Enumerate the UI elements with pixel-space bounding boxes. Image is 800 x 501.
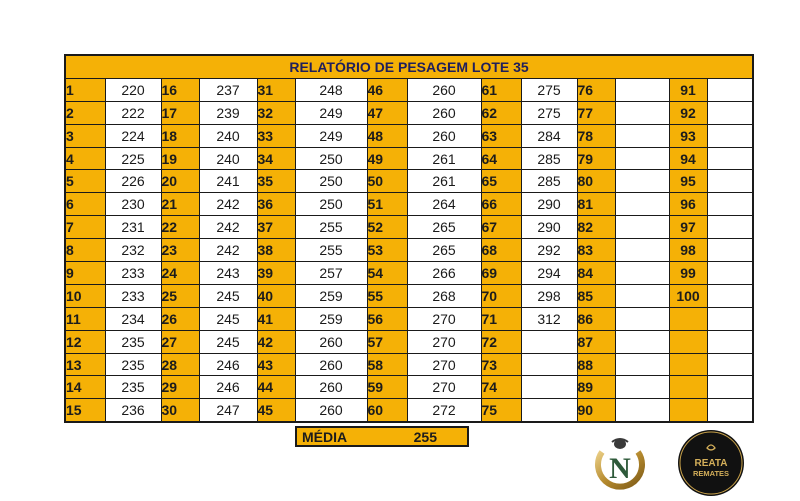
lot-number-cell: 47 [367,101,407,124]
lot-number-cell: 51 [367,193,407,216]
weight-cell: 224 [105,124,161,147]
weight-cell: 243 [199,262,257,285]
lot-number-cell: 59 [367,376,407,399]
lot-number-cell: 1 [65,78,105,101]
lot-number-cell: 88 [577,353,615,376]
weight-cell: 225 [105,147,161,170]
lot-number-cell [669,353,707,376]
weight-cell: 242 [199,193,257,216]
lot-number-cell: 41 [257,307,295,330]
lot-number-cell: 79 [577,147,615,170]
logo-line2: REMATES [692,469,730,478]
weight-cell: 222 [105,101,161,124]
lot-number-cell: 34 [257,147,295,170]
table-row [65,124,753,147]
lot-number-cell: 56 [367,307,407,330]
table-row [65,170,753,193]
lot-number-cell: 74 [481,376,521,399]
lot-number-cell: 73 [481,353,521,376]
weight-cell: 233 [105,262,161,285]
lot-number-cell: 50 [367,170,407,193]
lot-number-cell: 48 [367,124,407,147]
weight-cell [521,399,577,422]
lot-number-cell: 75 [481,399,521,422]
weight-cell [615,170,669,193]
logo-letter: N [609,452,631,485]
lot-number-cell: 42 [257,330,295,353]
lot-number-cell: 23 [161,239,199,262]
lot-number-cell: 32 [257,101,295,124]
weight-cell: 264 [407,193,481,216]
lot-number-cell: 16 [161,78,199,101]
weight-cell: 245 [199,307,257,330]
lot-number-cell: 2 [65,101,105,124]
weight-cell: 237 [199,78,257,101]
weight-cell: 260 [407,124,481,147]
weight-cell: 270 [407,307,481,330]
lot-number-cell: 70 [481,284,521,307]
average-label: MÉDIA [302,428,348,445]
weight-cell: 246 [199,353,257,376]
lot-number-cell: 10 [65,284,105,307]
lot-number-cell: 8 [65,239,105,262]
weight-cell: 260 [295,330,367,353]
lot-number-cell: 68 [481,239,521,262]
weight-cell [615,216,669,239]
weight-cell [521,330,577,353]
weight-cell: 259 [295,307,367,330]
lot-number-cell: 83 [577,239,615,262]
table-row [65,239,753,262]
lot-number-cell: 17 [161,101,199,124]
weight-cell: 246 [199,376,257,399]
lot-number-cell: 72 [481,330,521,353]
weight-cell: 249 [295,124,367,147]
report-title: RELATÓRIO DE PESAGEM LOTE 35 [65,55,753,78]
weight-cell: 261 [407,147,481,170]
lot-number-cell: 53 [367,239,407,262]
lot-number-cell: 52 [367,216,407,239]
lot-number-cell: 55 [367,284,407,307]
lot-number-cell: 24 [161,262,199,285]
weight-cell: 235 [105,376,161,399]
logo-line1: REATA [694,458,728,469]
weight-cell: 268 [407,284,481,307]
weight-cell: 298 [521,284,577,307]
lot-number-cell: 58 [367,353,407,376]
weight-cell: 250 [295,147,367,170]
lot-number-cell: 61 [481,78,521,101]
table-row [65,353,753,376]
average-value: 255 [413,428,437,445]
weight-cell: 241 [199,170,257,193]
lot-number-cell: 38 [257,239,295,262]
lot-number-cell: 63 [481,124,521,147]
weight-cell: 285 [521,147,577,170]
weight-cell: 235 [105,353,161,376]
weight-cell: 255 [295,239,367,262]
lot-number-cell: 33 [257,124,295,147]
weight-cell: 249 [295,101,367,124]
weight-cell: 290 [521,216,577,239]
lot-number-cell: 36 [257,193,295,216]
weight-cell: 260 [407,101,481,124]
lot-number-cell: 54 [367,262,407,285]
lot-number-cell: 82 [577,216,615,239]
weight-cell: 257 [295,262,367,285]
weight-cell: 275 [521,78,577,101]
lot-number-cell: 90 [577,399,615,422]
weight-cell: 260 [295,376,367,399]
weight-cell: 236 [105,399,161,422]
weight-cell: 290 [521,193,577,216]
lot-number-cell: 89 [577,376,615,399]
weight-cell [615,284,669,307]
lot-number-cell: 3 [65,124,105,147]
weight-cell [521,353,577,376]
lot-number-cell: 64 [481,147,521,170]
weight-cell: 220 [105,78,161,101]
table-row [65,376,753,399]
lot-number-cell: 12 [65,330,105,353]
lot-number-cell: 65 [481,170,521,193]
lot-number-cell [669,399,707,422]
lot-number-cell: 15 [65,399,105,422]
lot-number-cell: 94 [669,147,707,170]
weight-cell [707,124,753,147]
weight-cell [707,376,753,399]
weight-cell: 292 [521,239,577,262]
weight-cell: 312 [521,307,577,330]
table-body [65,78,753,422]
weight-cell: 234 [105,307,161,330]
lot-number-cell: 43 [257,353,295,376]
weight-cell [707,193,753,216]
lot-number-cell: 62 [481,101,521,124]
reata-remates-logo [676,428,746,498]
lot-number-cell: 26 [161,307,199,330]
weight-cell [615,307,669,330]
table-row [65,330,753,353]
weight-cell: 233 [105,284,161,307]
weight-cell: 260 [295,399,367,422]
weight-cell: 265 [407,216,481,239]
lot-number-cell: 77 [577,101,615,124]
lot-number-cell: 30 [161,399,199,422]
weight-cell [615,262,669,285]
weight-cell: 231 [105,216,161,239]
lot-number-cell: 45 [257,399,295,422]
weight-cell: 260 [295,353,367,376]
weight-cell: 259 [295,284,367,307]
lot-number-cell: 14 [65,376,105,399]
table-row [65,147,753,170]
lot-number-cell: 98 [669,239,707,262]
lot-number-cell [669,376,707,399]
weight-cell [615,101,669,124]
lot-number-cell: 4 [65,147,105,170]
weight-cell [707,170,753,193]
weight-cell: 265 [407,239,481,262]
lot-number-cell: 60 [367,399,407,422]
weight-cell [707,262,753,285]
weight-cell [615,376,669,399]
weight-cell [707,101,753,124]
lot-number-cell: 80 [577,170,615,193]
weight-cell: 284 [521,124,577,147]
lot-number-cell: 57 [367,330,407,353]
lot-number-cell: 5 [65,170,105,193]
weight-cell [707,147,753,170]
weighing-report [64,54,752,423]
average-box [295,426,469,447]
lot-number-cell: 39 [257,262,295,285]
weight-cell: 261 [407,170,481,193]
lot-number-cell: 100 [669,284,707,307]
lot-number-cell: 69 [481,262,521,285]
lot-number-cell: 95 [669,170,707,193]
weight-cell [707,284,753,307]
lot-number-cell: 96 [669,193,707,216]
weight-cell: 247 [199,399,257,422]
weight-cell [615,78,669,101]
weight-cell [615,147,669,170]
weight-cell: 294 [521,262,577,285]
lot-number-cell: 37 [257,216,295,239]
weight-cell: 250 [295,193,367,216]
n-brand-logo [590,432,650,492]
weight-cell [615,353,669,376]
weight-cell [707,78,753,101]
lot-number-cell: 81 [577,193,615,216]
weight-cell: 270 [407,376,481,399]
table-row [65,193,753,216]
table-row [65,262,753,285]
lot-number-cell: 87 [577,330,615,353]
weight-cell [707,239,753,262]
lot-number-cell: 91 [669,78,707,101]
table-row [65,216,753,239]
lot-number-cell: 49 [367,147,407,170]
lot-number-cell: 40 [257,284,295,307]
weight-cell [615,330,669,353]
weight-cell: 230 [105,193,161,216]
table-row [65,284,753,307]
weight-cell: 260 [407,78,481,101]
lot-number-cell: 6 [65,193,105,216]
weight-cell [707,399,753,422]
lot-number-cell: 76 [577,78,615,101]
weight-cell: 226 [105,170,161,193]
weight-cell: 255 [295,216,367,239]
lot-number-cell: 21 [161,193,199,216]
lot-number-cell: 78 [577,124,615,147]
lot-number-cell: 67 [481,216,521,239]
lot-number-cell: 28 [161,353,199,376]
weight-cell: 248 [295,78,367,101]
lot-number-cell: 13 [65,353,105,376]
weight-cell [707,353,753,376]
weight-cell: 235 [105,330,161,353]
lot-number-cell: 31 [257,78,295,101]
lot-number-cell: 44 [257,376,295,399]
weight-cell: 266 [407,262,481,285]
weight-cell: 275 [521,101,577,124]
lot-number-cell: 20 [161,170,199,193]
lot-number-cell: 35 [257,170,295,193]
weight-cell: 240 [199,124,257,147]
lot-number-cell: 97 [669,216,707,239]
weight-cell: 250 [295,170,367,193]
table-row [65,307,753,330]
lot-number-cell: 7 [65,216,105,239]
weight-cell [615,124,669,147]
lot-number-cell [669,307,707,330]
weight-cell: 272 [407,399,481,422]
weight-cell: 239 [199,101,257,124]
lot-number-cell: 66 [481,193,521,216]
weight-cell [521,376,577,399]
table-row [65,78,753,101]
lot-number-cell: 99 [669,262,707,285]
table-row [65,101,753,124]
lot-number-cell: 22 [161,216,199,239]
lot-number-cell: 93 [669,124,707,147]
lot-number-cell: 85 [577,284,615,307]
weight-cell [707,330,753,353]
table-row [65,399,753,422]
weight-cell [615,399,669,422]
weight-cell: 285 [521,170,577,193]
lot-number-cell [669,330,707,353]
lot-number-cell: 19 [161,147,199,170]
lot-number-cell: 18 [161,124,199,147]
weight-cell: 242 [199,216,257,239]
weighing-table [64,54,754,423]
weight-cell [707,216,753,239]
weight-cell [615,193,669,216]
lot-number-cell: 86 [577,307,615,330]
weight-cell: 270 [407,330,481,353]
lot-number-cell: 29 [161,376,199,399]
lot-number-cell: 27 [161,330,199,353]
weight-cell [615,239,669,262]
weight-cell: 270 [407,353,481,376]
lot-number-cell: 71 [481,307,521,330]
lot-number-cell: 46 [367,78,407,101]
lot-number-cell: 9 [65,262,105,285]
weight-cell: 232 [105,239,161,262]
weight-cell: 245 [199,330,257,353]
lot-number-cell: 11 [65,307,105,330]
lot-number-cell: 84 [577,262,615,285]
weight-cell [707,307,753,330]
lot-number-cell: 25 [161,284,199,307]
weight-cell: 242 [199,239,257,262]
weight-cell: 245 [199,284,257,307]
weight-cell: 240 [199,147,257,170]
title-row [65,55,753,78]
lot-number-cell: 92 [669,101,707,124]
